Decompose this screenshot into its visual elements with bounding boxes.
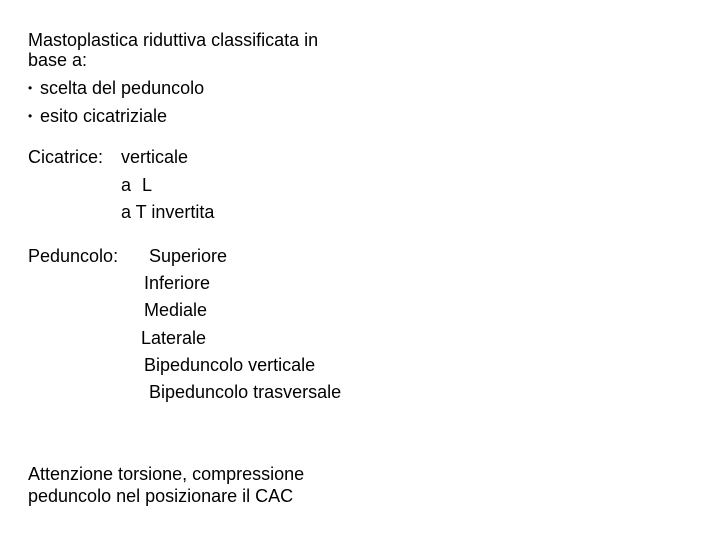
cicatrice-label: Cicatrice: — [28, 147, 104, 167]
peduncolo-item-bipeduncolo-trasversale: Bipeduncolo trasversale — [149, 382, 342, 402]
peduncolo-item-superiore: Superiore — [149, 246, 228, 266]
cicatrice-item-a-t-invertita: a T invertita — [121, 202, 215, 222]
bullet-icon: • — [28, 81, 33, 95]
intro-line-1: Mastoplastica riduttiva classificata in — [28, 30, 319, 50]
cicatrice-item-a-l: a L — [121, 175, 156, 195]
intro-line-2: base a: — [28, 50, 88, 70]
peduncolo-label: Peduncolo: — [28, 246, 119, 266]
peduncolo-item-bipeduncolo-verticale: Bipeduncolo verticale — [144, 355, 316, 375]
bullet-item-esito — [28, 106, 167, 126]
bullet-item-peduncolo — [28, 78, 204, 98]
bullet-icon: • — [28, 109, 33, 123]
cicatrice-item-verticale: verticale — [121, 147, 189, 167]
peduncolo-item-laterale: Laterale — [141, 328, 207, 348]
peduncolo-item-mediale: Mediale — [144, 300, 208, 320]
peduncolo-item-inferiore: Inferiore — [144, 273, 211, 293]
bullet-text: esito cicatriziale — [40, 106, 168, 126]
note-line-1: Attenzione torsione, compressione — [28, 464, 305, 484]
bullet-text: scelta del peduncolo — [40, 78, 205, 98]
note-line-2: peduncolo nel posizionare il CAC — [28, 486, 294, 506]
